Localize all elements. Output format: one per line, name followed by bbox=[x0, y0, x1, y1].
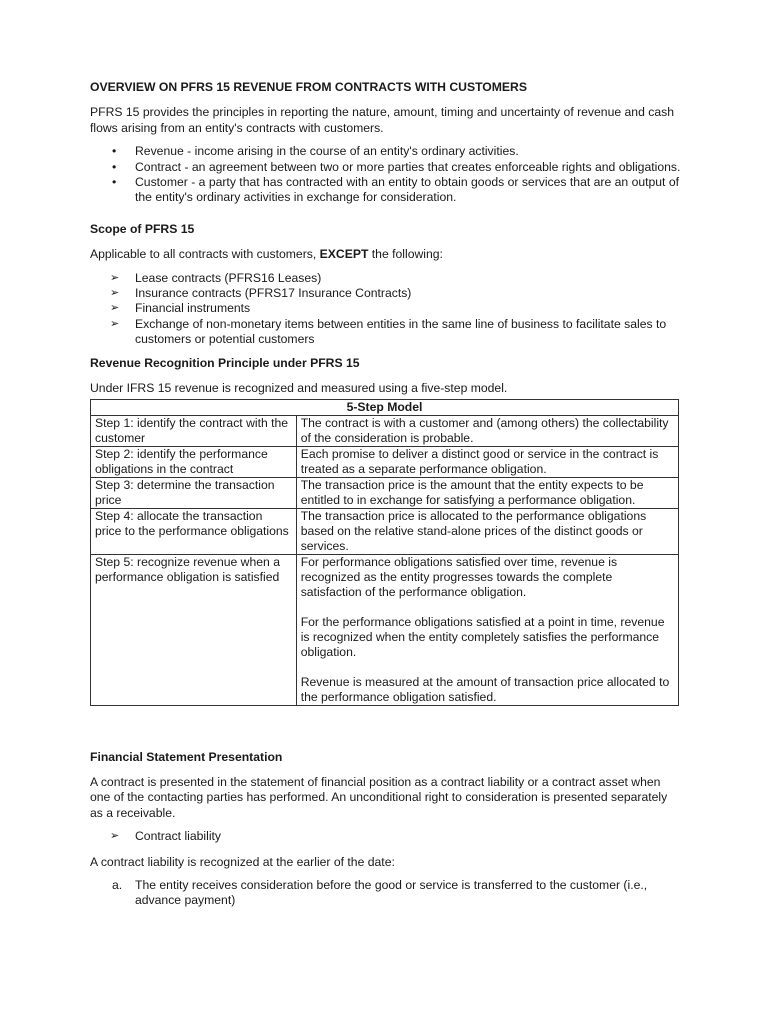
step-cell: Step 1: identify the contract with the customer bbox=[91, 415, 297, 446]
step-description-text: For performance obligations satisfied over time, revenue is recognized as the entity progresses towards the complete satisfaction of the performance obligation. bbox=[300, 554, 618, 599]
table-row bbox=[91, 446, 679, 477]
scope-lead-text: Applicable to all contracts with customers, bbox=[90, 247, 320, 262]
condition-text: The entity receives consideration before the good or service is transferred to the customer (i.e., advance payment) bbox=[135, 877, 648, 908]
table-row bbox=[91, 554, 679, 705]
condition-item bbox=[90, 878, 682, 909]
step-description-text: The transaction price is allocated to the performance obligations based on the relative stand-alone prices of the distinct goods or services. bbox=[300, 508, 647, 553]
recognition-heading: Revenue Recognition Principle under PFRS 15 bbox=[90, 355, 360, 370]
exception-item: ➢ Insurance contracts (PFRS17 Insurance Contracts) bbox=[90, 286, 682, 301]
definition-item: • Customer - a party that has contracted with an entity to obtain goods or services that are an output of the entity's ordinary activities in exchange for consideration. bbox=[90, 175, 682, 206]
step-description bbox=[296, 477, 678, 508]
scope-heading: Scope of PFRS 15 bbox=[90, 221, 195, 236]
exception-item: ➢ Lease contracts (PFRS16 Leases) bbox=[90, 271, 682, 286]
step-description-text: For the performance obligations satisfied at a point in time, revenue is recognized when the entity completely satisfies the performance obligation. bbox=[300, 614, 665, 659]
table-title: 5-Step Model bbox=[91, 399, 679, 415]
table-row bbox=[91, 508, 679, 554]
step-cell: Step 3: determine the transaction price bbox=[91, 477, 297, 508]
step-cell: Step 5: recognize revenue when a performance obligation is satisfied bbox=[91, 554, 297, 705]
step-description bbox=[296, 554, 678, 705]
scope-lead bbox=[90, 247, 682, 262]
scope-exceptions-list bbox=[90, 271, 682, 348]
liability-conditions bbox=[90, 878, 682, 909]
condition-marker: a. bbox=[112, 877, 123, 892]
table-header-row bbox=[91, 399, 679, 415]
recognition-lead: Under IFRS 15 revenue is recognized and measured using a five-step model. bbox=[90, 381, 508, 396]
step-description bbox=[296, 508, 678, 554]
definitions-list bbox=[90, 144, 682, 206]
definition-item: • Contract - an agreement between two or more parties that creates enforceable rights and obligations. bbox=[90, 160, 682, 175]
presentation-heading: Financial Statement Presentation bbox=[90, 749, 283, 764]
step-cell: Step 2: identify the performance obligations in the contract bbox=[91, 446, 297, 477]
document-title: OVERVIEW ON PFRS 15 REVENUE FROM CONTRACTS WITH CUSTOMERS bbox=[90, 80, 527, 94]
step-description-text: Revenue is measured at the amount of transaction price allocated to the performance obligation satisfied. bbox=[300, 674, 670, 704]
definition-item: • Revenue - income arising in the course of an entity's ordinary activities. bbox=[90, 144, 682, 159]
presentation-body: A contract is presented in the statement of financial position as a contract liability or a contract asset when one of the contacting parties has performed. An unconditional right to consideration is presented separately as a receivable. bbox=[90, 774, 668, 820]
step-cell: Step 4: allocate the transaction price to the performance obligations bbox=[91, 508, 297, 554]
step-description bbox=[296, 446, 678, 477]
document-content bbox=[90, 80, 682, 909]
step-description-text: Each promise to deliver a distinct good or service in the contract is treated as a separate performance obligation. bbox=[300, 446, 659, 476]
five-step-table bbox=[90, 399, 679, 706]
table-row bbox=[91, 415, 679, 446]
presentation-subitems bbox=[90, 829, 682, 844]
step-description bbox=[296, 415, 678, 446]
exception-item: ➢ Financial instruments bbox=[90, 301, 682, 316]
scope-lead-tail: the following: bbox=[368, 247, 443, 262]
subitem-contract-liability: ➢ Contract liability bbox=[90, 829, 682, 844]
step-description-text: The transaction price is the amount that the entity expects to be entitled to in exchange for satisfying a performance obligation. bbox=[300, 477, 644, 507]
scope-lead-except: EXCEPT bbox=[319, 247, 369, 262]
exception-item: ➢ Exchange of non-monetary items between entities in the same line of business to facilitate sales to customers or potential customers bbox=[90, 317, 682, 348]
table-row bbox=[91, 477, 679, 508]
intro-paragraph: PFRS 15 provides the principles in reporting the nature, amount, timing and uncertainty of revenue and cash flows arising from an entity's contracts with customers. bbox=[90, 105, 674, 135]
liability-lead: A contract liability is recognized at the earlier of the date: bbox=[90, 854, 395, 869]
step-description-text: The contract is with a customer and (among others) the collectability of the consideration is probable. bbox=[300, 415, 669, 445]
